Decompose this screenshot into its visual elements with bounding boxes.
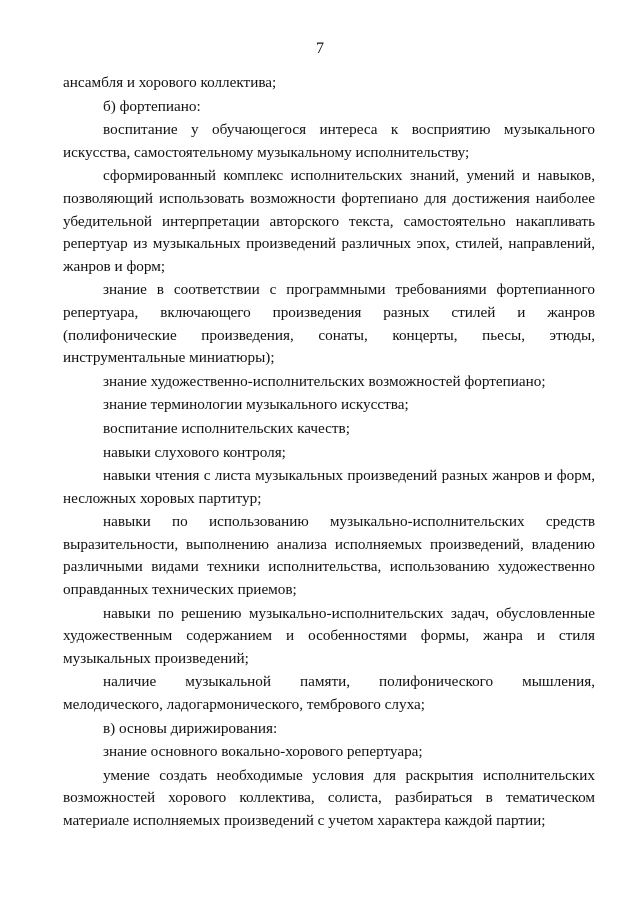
paragraph: навыки по использованию музыкально-исполнительских средств выразительности, выполнению анализа исполняемых произведений, владению различными видами техники исполнительства, использованию художественно оправданных технических приемов;: [63, 513, 595, 599]
paragraph: умение создать необходимые условия для раскрытия исполнительских возможностей хорового коллектива, солиста, разбираться в тематическом материале исполняемых произведений с учетом характера каждой партии;: [63, 766, 595, 829]
paragraph: знание основного вокально-хорового репертуара;: [103, 743, 423, 761]
paragraph: воспитание у обучающегося интереса к восприятию музыкального искусства, самостоятельному музыкальному исполнительству;: [63, 121, 595, 161]
paragraph: в) основы дирижирования:: [103, 719, 278, 737]
paragraph: навыки слухового контроля;: [103, 443, 286, 461]
paragraph: воспитание исполнительских качеств;: [103, 419, 350, 437]
paragraph: наличие музыкальной памяти, полифонического мышления, мелодического, ладогармонического, тембрового слуха;: [63, 673, 595, 714]
paragraph: сформированный комплекс исполнительских знаний, умений и навыков, позволяющий использовать возможности фортепиано для достижения наиболее убедительной интерпретации авторского текста, самостоятельно накапливать репертуар из музыкальных произведений различных эпох, стилей, направлений, жанров и форм;: [63, 167, 595, 275]
paragraph: знание терминологии музыкального искусства;: [103, 396, 409, 414]
paragraph: навыки по решению музыкально-исполнительских задач, обусловленные художественным содержанием и особенностями формы, жанра и стиля музыкальных произведений;: [63, 604, 595, 667]
paragraph: знание в соответствии с программными требованиями фортепианного репертуара, включающего произведения разных стилей и жанров (полифонические произведения, сонаты, концерты, пьесы, этюды, инструментальные миниатюры);: [63, 281, 595, 367]
page-number: 7: [316, 40, 324, 57]
paragraph: навыки чтения с листа музыкальных произведений разных жанров и форм, несложных хоровых партитур;: [63, 467, 595, 507]
paragraph: ансамбля и хорового коллектива;: [63, 74, 277, 91]
document-body: [63, 72, 595, 834]
paragraph: знание художественно-исполнительских возможностей фортепиано;: [103, 372, 546, 390]
paragraph: б) фортепиано:: [103, 97, 201, 115]
